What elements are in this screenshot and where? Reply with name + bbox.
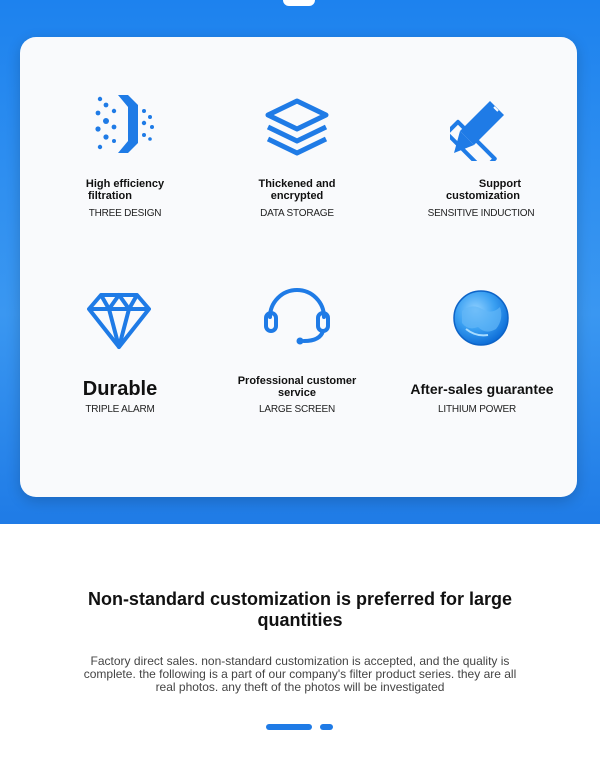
feature-subtitle-3: SENSITIVE INDUCTION bbox=[427, 208, 535, 219]
diamond-icon bbox=[87, 291, 151, 351]
features-card bbox=[20, 37, 577, 497]
carousel-indicator bbox=[0, 724, 600, 730]
feature-subtitle-4: TRIPLE ALARM bbox=[85, 404, 155, 415]
pencil-ruler-icon bbox=[450, 97, 514, 161]
section-description: Factory direct sales. non-standard customization is accepted, and the quality is complete. the following is a part of our company's filter product series. they are all real photos. any theft of the photos will be investigated bbox=[83, 654, 517, 694]
feature-title-6: After-sales guarantee bbox=[410, 381, 554, 397]
feature-subtitle-2: DATA STORAGE bbox=[260, 208, 334, 219]
feature-subtitle-5: LARGE SCREEN bbox=[259, 404, 335, 415]
feature-title-5: Professional customer service bbox=[237, 375, 357, 399]
feature-subtitle-6: LITHIUM POWER bbox=[438, 404, 516, 415]
section-title: Non-standard customization is preferred for large quantities bbox=[87, 589, 513, 630]
feature-title-1: High efficiency filtration bbox=[85, 178, 165, 202]
globe-badge-icon bbox=[452, 289, 510, 347]
feature-title-2: Thickened and encrypted bbox=[258, 178, 336, 202]
carousel-dot[interactable] bbox=[320, 724, 333, 730]
feature-subtitle-1: THREE DESIGN bbox=[88, 208, 162, 219]
layers-icon bbox=[262, 95, 332, 159]
top-tab-indicator bbox=[283, 0, 315, 6]
headset-icon bbox=[262, 277, 332, 345]
filter-icon bbox=[92, 91, 158, 157]
feature-title-4: Durable bbox=[82, 378, 158, 400]
feature-title-3: Support customization bbox=[446, 178, 522, 202]
carousel-dot-active[interactable] bbox=[266, 724, 312, 730]
